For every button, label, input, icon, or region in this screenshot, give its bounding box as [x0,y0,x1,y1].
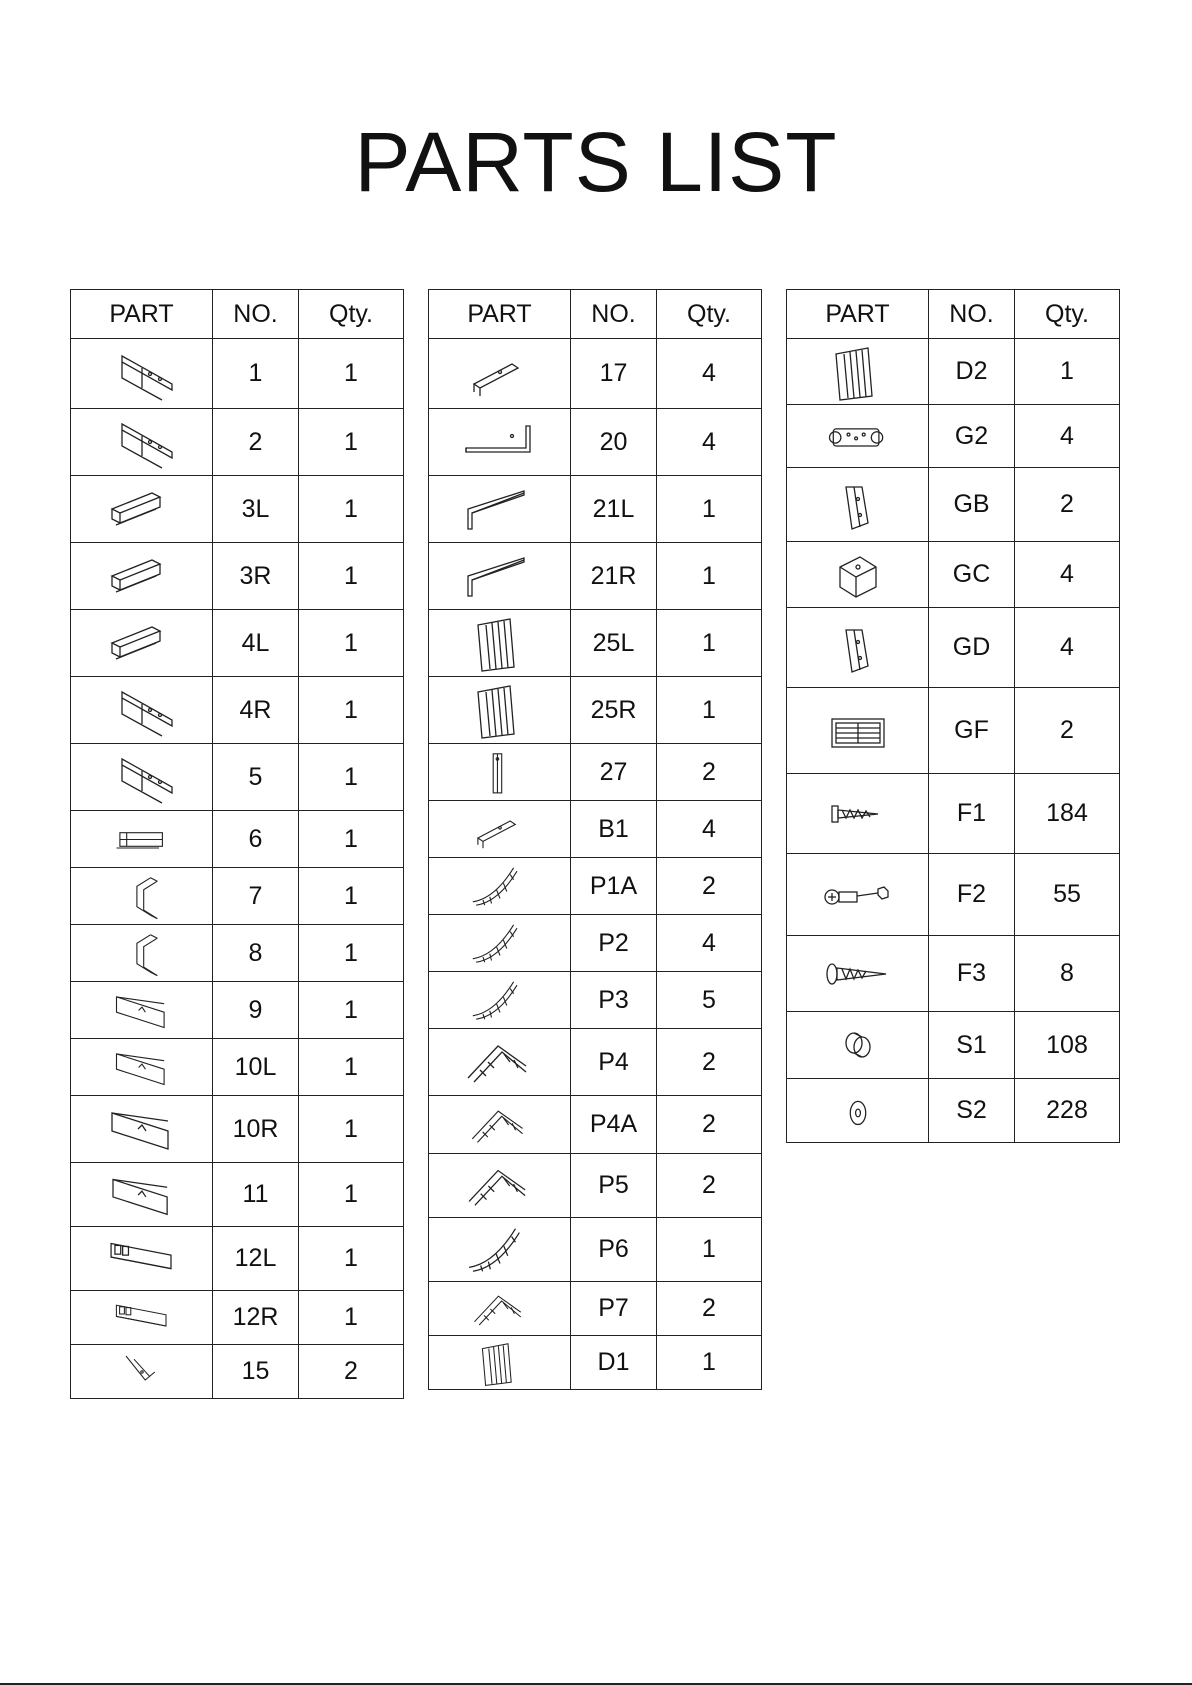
part-number: P4 [571,1029,657,1096]
curved-panel-icon [460,861,540,912]
table-row [429,610,762,677]
part-illustration [787,468,929,542]
part-quantity: 1 [657,1218,762,1282]
table-row [429,339,762,409]
part-illustration [429,972,571,1029]
part-quantity: 2 [657,1282,762,1336]
part-number: S1 [929,1012,1015,1079]
beam-icon [102,814,182,865]
roof-panel-icon [460,1157,540,1215]
table-row [787,774,1120,854]
part-illustration [429,409,571,476]
part-illustration [429,1154,571,1218]
part-quantity: 1 [299,744,404,811]
curved-panel-icon [460,918,540,969]
cube-icon [818,545,898,605]
part-illustration [71,677,213,744]
part-number: 11 [213,1163,299,1227]
header-qty: Qty. [1015,290,1120,339]
table-row [787,688,1120,774]
part-number: 1 [213,339,299,409]
table-row [71,811,404,868]
part-quantity: 1 [657,610,762,677]
part-number: G2 [929,405,1015,468]
part-illustration [71,610,213,677]
part-illustration [429,801,571,858]
table-row [429,744,762,801]
page-title: PARTS LIST [354,115,838,209]
part-illustration [429,915,571,972]
part-illustration [429,543,571,610]
part-quantity: 2 [657,1096,762,1154]
channel-icon [102,613,182,673]
table-row [787,608,1120,688]
part-quantity: 1 [299,868,404,925]
part-illustration [787,542,929,608]
part-illustration [787,405,929,468]
part-number: P4A [571,1096,657,1154]
angle-beam-icon [102,985,182,1036]
part-illustration [71,1096,213,1163]
part-number: 10L [213,1039,299,1096]
part-quantity: 1 [299,925,404,982]
table-row [429,1029,762,1096]
part-number: P6 [571,1218,657,1282]
table-row [429,1282,762,1336]
part-number: 7 [213,868,299,925]
part-illustration [71,744,213,811]
short-bar-icon [460,344,540,404]
table-row [71,543,404,610]
table-row [429,476,762,543]
part-number: 10R [213,1096,299,1163]
part-quantity: 1 [657,677,762,744]
rail-icon [102,680,182,740]
part-number: 2 [213,409,299,476]
header-no: NO. [213,290,299,339]
panel-icon [460,613,540,673]
part-illustration [71,1227,213,1291]
part-number: F3 [929,936,1015,1012]
part-illustration [429,339,571,409]
curved-panel-icon [460,975,540,1026]
part-quantity: 2 [657,744,762,801]
part-quantity: 1 [299,476,404,543]
part-quantity: 5 [657,972,762,1029]
header-part: PART [71,290,213,339]
part-illustration [71,811,213,868]
part-quantity: 1 [299,982,404,1039]
vent-beam-icon [102,1230,182,1288]
table-row [429,1218,762,1282]
part-number: F1 [929,774,1015,854]
header-part: PART [787,290,929,339]
panel-icon [460,680,540,740]
rail-icon [102,747,182,807]
part-illustration [429,677,571,744]
part-illustration [429,1336,571,1390]
part-illustration [71,1291,213,1345]
part-number: 3R [213,543,299,610]
part-quantity: 184 [1015,774,1120,854]
short-bar-icon [460,804,540,855]
part-number: B1 [571,801,657,858]
table-row [71,868,404,925]
table-row [787,1079,1120,1143]
part-illustration [787,1079,929,1143]
header-part: PART [429,290,571,339]
part-quantity: 1 [299,1096,404,1163]
part-number: 25L [571,610,657,677]
part-illustration [71,868,213,925]
table-row [71,982,404,1039]
angle-beam-icon [102,1042,182,1093]
vent-icon [818,701,898,761]
part-quantity: 4 [657,915,762,972]
part-quantity: 2 [657,1154,762,1218]
table-row [71,925,404,982]
table-row [787,339,1120,405]
table-row [429,409,762,476]
table-row [71,1163,404,1227]
part-number: GD [929,608,1015,688]
part-illustration [71,409,213,476]
part-number: 4R [213,677,299,744]
table-row [71,476,404,543]
part-number: 3L [213,476,299,543]
part-number: 27 [571,744,657,801]
part-number: 8 [213,925,299,982]
part-quantity: 1 [299,1291,404,1345]
part-quantity: 228 [1015,1079,1120,1143]
part-number: 5 [213,744,299,811]
part-number: 25R [571,677,657,744]
part-illustration [71,1039,213,1096]
part-number: 4L [213,610,299,677]
part-number: D2 [929,339,1015,405]
header-no: NO. [929,290,1015,339]
part-number: P2 [571,915,657,972]
part-quantity: 4 [657,801,762,858]
table-row [787,936,1120,1012]
triangle-brace-icon [460,479,540,539]
angle-beam-icon [102,1099,182,1159]
part-illustration [429,1218,571,1282]
part-quantity: 1 [299,543,404,610]
table-row [429,677,762,744]
part-quantity: 1 [299,409,404,476]
part-illustration [787,1012,929,1079]
part-illustration [71,1345,213,1399]
part-illustration [71,476,213,543]
small-bracket-icon [818,475,898,535]
part-quantity: 2 [299,1345,404,1399]
roof-panel-icon [460,1032,540,1092]
part-quantity: 1 [299,1227,404,1291]
header-qty: Qty. [657,290,762,339]
part-quantity: 4 [1015,608,1120,688]
screw-icon [818,784,898,844]
part-illustration [429,1282,571,1336]
part-number: 12L [213,1227,299,1291]
c-post-icon [102,871,182,922]
part-illustration [787,688,929,774]
curved-panel-icon [460,1221,540,1279]
table-row [787,405,1120,468]
panel-icon [460,1339,540,1387]
part-quantity: 4 [1015,405,1120,468]
part-illustration [787,774,929,854]
part-quantity: 1 [299,610,404,677]
table-row [71,1039,404,1096]
washer-icon [818,1082,898,1140]
table-row [787,542,1120,608]
part-number: D1 [571,1336,657,1390]
table-header-row [429,290,762,339]
long-screw-icon [818,944,898,1004]
part-number: P5 [571,1154,657,1218]
part-illustration [787,936,929,1012]
part-number: P7 [571,1282,657,1336]
part-number: F2 [929,854,1015,936]
part-illustration [787,854,929,936]
part-number: P1A [571,858,657,915]
part-illustration [71,339,213,409]
part-quantity: 2 [657,858,762,915]
bracket-icon [102,1348,182,1396]
part-number: GF [929,688,1015,774]
part-illustration [429,610,571,677]
angle-long-icon [460,412,540,472]
part-quantity: 4 [657,339,762,409]
header-no: NO. [571,290,657,339]
part-illustration [429,1096,571,1154]
part-number: GC [929,542,1015,608]
table-row [71,610,404,677]
table-row [71,1291,404,1345]
part-quantity: 1 [299,811,404,868]
small-bracket-icon [818,618,898,678]
table-row [787,1012,1120,1079]
hinge-plate-icon [818,408,898,465]
part-illustration [71,925,213,982]
part-number: GB [929,468,1015,542]
channel-icon [102,479,182,539]
part-illustration [787,608,929,688]
part-illustration [71,1163,213,1227]
part-quantity: 1 [299,1039,404,1096]
part-illustration [71,982,213,1039]
part-number: 9 [213,982,299,1039]
part-quantity: 2 [1015,688,1120,774]
table-row [787,468,1120,542]
header-qty: Qty. [299,290,404,339]
c-post-icon [102,928,182,979]
part-number: 15 [213,1345,299,1399]
table-row [429,972,762,1029]
part-number: 12R [213,1291,299,1345]
table-row [71,744,404,811]
part-quantity: 1 [1015,339,1120,405]
table-row [429,858,762,915]
parts-table-2 [428,289,762,1390]
part-number: 6 [213,811,299,868]
roof-panel-icon [460,1285,540,1333]
roof-panel-icon [460,1099,540,1151]
part-illustration [429,1029,571,1096]
part-number: 17 [571,339,657,409]
part-number: 21L [571,476,657,543]
table-row [787,854,1120,936]
part-quantity: 1 [299,339,404,409]
part-quantity: 1 [657,476,762,543]
part-number: S2 [929,1079,1015,1143]
table-row [429,1154,762,1218]
strip-icon [460,747,540,798]
table-row [429,1336,762,1390]
part-illustration [429,858,571,915]
rail-icon [102,344,182,404]
table-row [429,1096,762,1154]
parts-table-3 [786,289,1120,1143]
table-header-row [787,290,1120,339]
table-row [71,1345,404,1399]
table-row [429,801,762,858]
table-row [71,409,404,476]
part-quantity: 4 [1015,542,1120,608]
vent-beam-icon [102,1294,182,1342]
part-illustration [787,339,929,405]
table-row [71,339,404,409]
part-number: 20 [571,409,657,476]
part-number: 21R [571,543,657,610]
table-row [71,1096,404,1163]
part-quantity: 55 [1015,854,1120,936]
part-quantity: 8 [1015,936,1120,1012]
spacer-icon [818,1015,898,1075]
part-quantity: 1 [299,1163,404,1227]
part-quantity: 108 [1015,1012,1120,1079]
rail-icon [102,412,182,472]
table-row [71,1227,404,1291]
part-illustration [429,744,571,801]
part-quantity: 1 [299,677,404,744]
part-quantity: 2 [1015,468,1120,542]
angle-beam-icon [102,1166,182,1224]
parts-table-1 [70,289,404,1399]
bolt-nut-icon [818,865,898,925]
part-illustration [71,543,213,610]
part-quantity: 4 [657,409,762,476]
part-quantity: 1 [657,1336,762,1390]
part-quantity: 2 [657,1029,762,1096]
table-header-row [71,290,404,339]
part-illustration [429,476,571,543]
triangle-brace-icon [460,546,540,606]
channel-icon [102,546,182,606]
part-quantity: 1 [657,543,762,610]
part-number: P3 [571,972,657,1029]
panel-icon [818,342,898,402]
table-row [429,543,762,610]
table-row [71,677,404,744]
table-row [429,915,762,972]
